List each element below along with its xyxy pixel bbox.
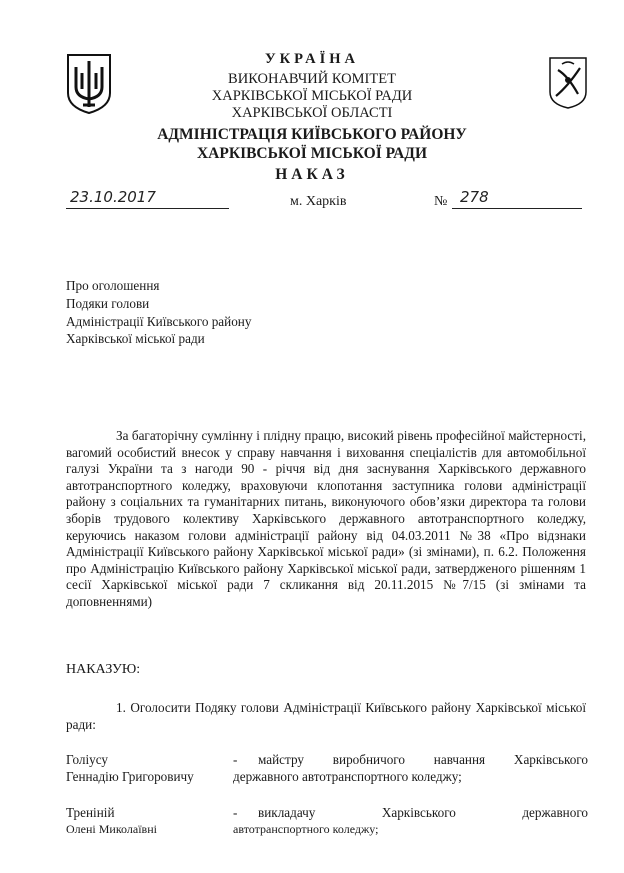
number-handwritten: 278 <box>460 188 489 206</box>
committee-line-3: ХАРКІВСЬКОЇ ОБЛАСТІ <box>231 105 393 121</box>
awardee-2-position-line-1: викладачу Харківського державного <box>258 805 588 820</box>
awardee-1-given: Геннадію Григоровичу <box>66 769 194 784</box>
country-title: УКРАЇНА <box>264 51 360 67</box>
admin-line-2: ХАРКІВСЬКОЇ МІСЬКОЇ РАДИ <box>196 145 428 162</box>
subject-line-3: Адміністрації Київського району <box>66 314 252 329</box>
awardee-1-position-line-1: майстру виробничого навчання Харківського <box>258 752 588 767</box>
subject-line-1: Про оголошення <box>66 278 160 293</box>
awardee-2-position-line-2: автотранспортного коледжу; <box>233 822 379 836</box>
subject-line-4: Харківської міської ради <box>66 331 205 346</box>
order-word: НАКАЗУЮ: <box>66 662 141 677</box>
awardee-2-given: Олені Миколаївні <box>66 822 157 836</box>
doc-type: НАКАЗ <box>275 166 349 183</box>
awardee-2-dash: - <box>233 805 238 820</box>
awardee-2-surname: Треніній <box>66 805 115 820</box>
date-handwritten: 23.10.2017 <box>70 188 156 206</box>
number-label: № <box>434 194 448 209</box>
city: м. Харків <box>290 194 347 209</box>
preamble-paragraph: За багаторічну сумлінну і плідну працю, високий рівень професійної майстерності, вагомий особистий внесок у справу навчання і виховання спеціалістів для автомобільної галузі України та з нагоди 90 - річчя від дня заснування Харківського державного автотранспортного коледжу, враховуючи клопотання заступника голови адміністрації району з соціальних та гуманітарних питань, виконуючого обов’язки директора та голови зборів трудового колективу Харківського державного автотранспортного коледжу, керуючись наказом голови адміністрації району від 04.03.2011 №38 «Про відзнаки Адміністрації Київського району Харківської міської ради» (зі змінами), п. 6.2. Положення про Адміністрацію Київського району Харківської міської ради, затвердженого рішенням 1 сесії Харківської міської ради 7 скликання від 20.11.2015 №7/15 (зі змінами та доповненнями) <box>66 428 586 609</box>
subject-line-2: Подяки голови <box>66 296 150 311</box>
date-field <box>66 188 229 209</box>
number-field <box>452 188 582 209</box>
admin-line-1: АДМІНІСТРАЦІЯ КИЇВСЬКОГО РАЙОНУ <box>157 126 467 143</box>
item-1: 1. Оголосити Подяку голови Адміністрації Київського району Харківської міської ради: <box>66 700 586 732</box>
awardee-1-position-line-2: державного автотранспортного коледжу; <box>233 769 462 784</box>
committee-line-1: ВИКОНАВЧИЙ КОМІТЕТ <box>228 71 396 87</box>
awardee-1-surname: Голіусу <box>66 752 108 767</box>
committee-line-2: ХАРКІВСЬКОЇ МІСЬКОЇ РАДИ <box>211 88 413 104</box>
awardee-1-dash: - <box>233 752 238 767</box>
